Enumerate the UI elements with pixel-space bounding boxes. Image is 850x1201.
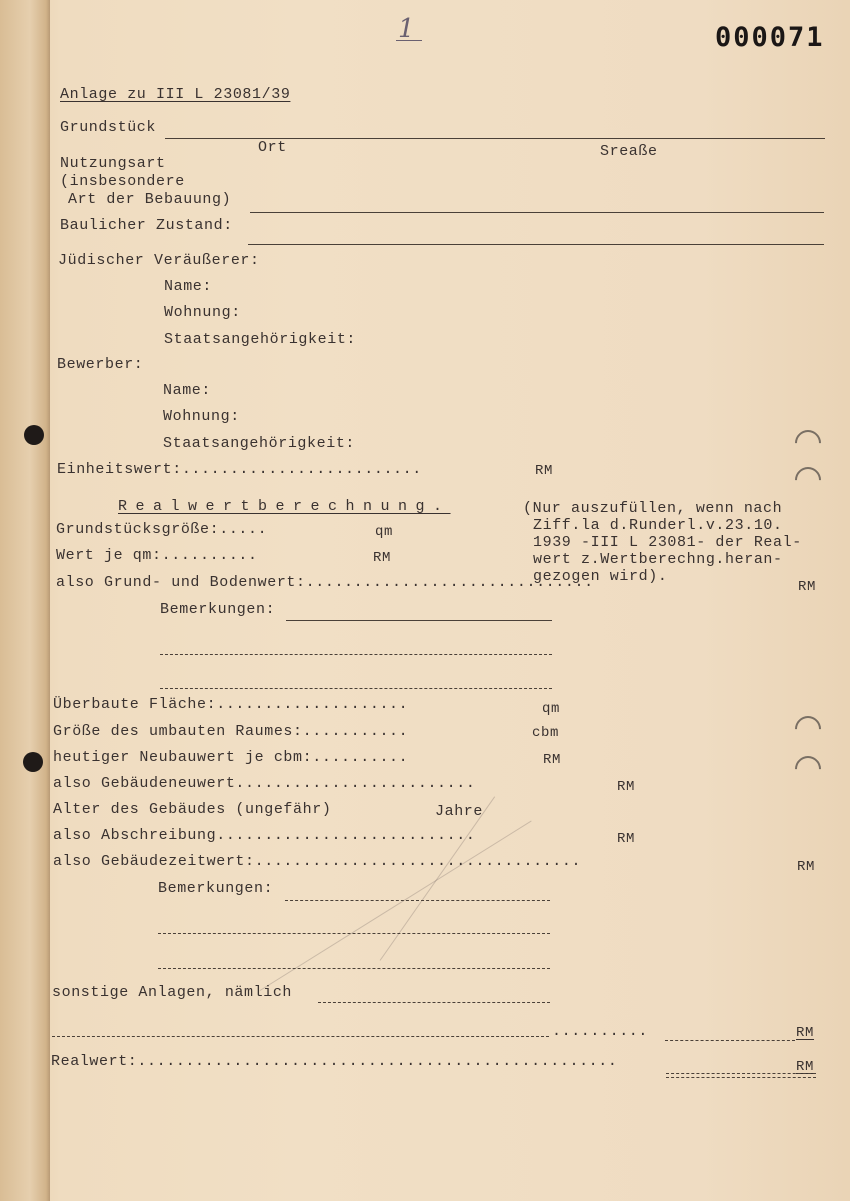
abschreibung-label: also Abschreibung........................... [53, 827, 476, 844]
bemerkungen-line [160, 688, 552, 689]
gebaeudeneuwert-label: also Gebäudeneuwert......................... [53, 775, 476, 792]
realwert-note-line-3: 1939 -III L 23081- der Real- [533, 534, 802, 551]
abschreibung-unit: RM [617, 831, 636, 847]
alter-unit: Jahre [435, 803, 484, 820]
bemerkungen-line [158, 933, 550, 934]
gebaeudeneuwert-unit: RM [617, 779, 636, 795]
grundstuecksgroesse-label: Grundstücksgröße:..... [56, 521, 268, 538]
binding-edge [0, 0, 50, 1201]
umbauter-raum-unit: cbm [532, 725, 560, 741]
ueberbaute-flaeche-label: Überbaute Fläche:.................... [53, 696, 409, 713]
bemerkungen-line [158, 968, 550, 969]
realwert-note-line-2: Ziff.la d.Runderl.v.23.10. [533, 517, 783, 534]
applicant-wohnung-label: Wohnung: [163, 408, 240, 425]
nutzungsart-label-3: Art der Bebauung) [68, 191, 232, 208]
document-number: 000071 [715, 22, 825, 53]
grundstuecksgroesse-unit: qm [375, 524, 394, 540]
einheitswert-label: Einheitswert:......................... [57, 461, 422, 478]
page-number: 1 [398, 14, 415, 44]
bemerkungen-line [160, 654, 552, 655]
seller-name-label: Name: [164, 278, 213, 295]
ueberbaute-flaeche-unit: qm [542, 701, 561, 717]
sonstige-anlagen-total-line [665, 1040, 795, 1041]
page-number-underline [396, 40, 422, 41]
bemerkungen-line [286, 620, 552, 621]
bemerkungen-line [285, 900, 550, 901]
punch-hole-bottom [23, 752, 43, 772]
seller-staat-label: Staatsangehörigkeit: [164, 331, 357, 348]
sonstige-anlagen-line [318, 1002, 550, 1003]
bemerkungen-label-2: Bemerkungen: [158, 880, 274, 897]
wert-je-qm-label: Wert je qm:.......... [56, 547, 258, 564]
sonstige-anlagen-line-2 [52, 1036, 549, 1037]
grundstueck-label: Grundstück [60, 119, 157, 136]
realwert-note-line-5: gezogen wird). [533, 568, 668, 585]
bemerkungen-label-1: Bemerkungen: [160, 601, 276, 618]
seller-title: Jüdischer Veräußerer: [58, 252, 260, 269]
zustand-label: Baulicher Zustand: [60, 217, 233, 234]
realwert-section-title: Realwertberechnung. [118, 498, 451, 515]
wert-je-qm-unit: RM [373, 550, 392, 566]
strasse-caption: Sreaße [600, 143, 658, 160]
einheitswert-unit: RM [535, 463, 554, 479]
applicant-title: Bewerber: [57, 356, 144, 373]
nutzungsart-line [250, 212, 824, 213]
gebaeudezeitwert-label: also Gebäudezeitwert:.................................. [53, 853, 582, 870]
nutzungsart-label: Nutzungsart [60, 155, 166, 172]
umbauter-raum-label: Größe des umbauten Raumes:........... [53, 723, 409, 740]
alter-label: Alter des Gebäudes (ungefähr) [53, 801, 332, 818]
bodenwert-unit: RM [798, 579, 817, 595]
bodenwert-label: also Grund- und Bodenwert:.............................. [56, 574, 594, 591]
realwert-note-line-1: (Nur auszufüllen, wenn nach [523, 500, 783, 517]
applicant-staat-label: Staatsangehörigkeit: [163, 435, 356, 452]
sonstige-anlagen-unit: RM [796, 1025, 815, 1041]
neubauwert-label: heutiger Neubauwert je cbm:.......... [53, 749, 409, 766]
realwert-label: Realwert:.................................................. [51, 1053, 618, 1070]
applicant-name-label: Name: [163, 382, 212, 399]
zustand-line [248, 244, 824, 245]
punch-hole-top [24, 425, 44, 445]
gebaeudezeitwert-unit: RM [797, 859, 816, 875]
realwert-double-underline [666, 1073, 816, 1078]
ort-caption: Ort [258, 139, 287, 156]
realwert-unit: RM [796, 1059, 815, 1075]
seller-wohnung-label: Wohnung: [164, 304, 241, 321]
realwert-note-line-4: wert z.Wertberechng.heran- [533, 551, 783, 568]
neubauwert-unit: RM [543, 752, 562, 768]
sonstige-anlagen-dots: .......... [552, 1023, 649, 1040]
sonstige-anlagen-label: sonstige Anlagen, nämlich [52, 984, 293, 1001]
nutzungsart-label-2: (insbesondere [60, 173, 185, 190]
reference-heading: Anlage zu III L 23081/39 [60, 86, 291, 103]
